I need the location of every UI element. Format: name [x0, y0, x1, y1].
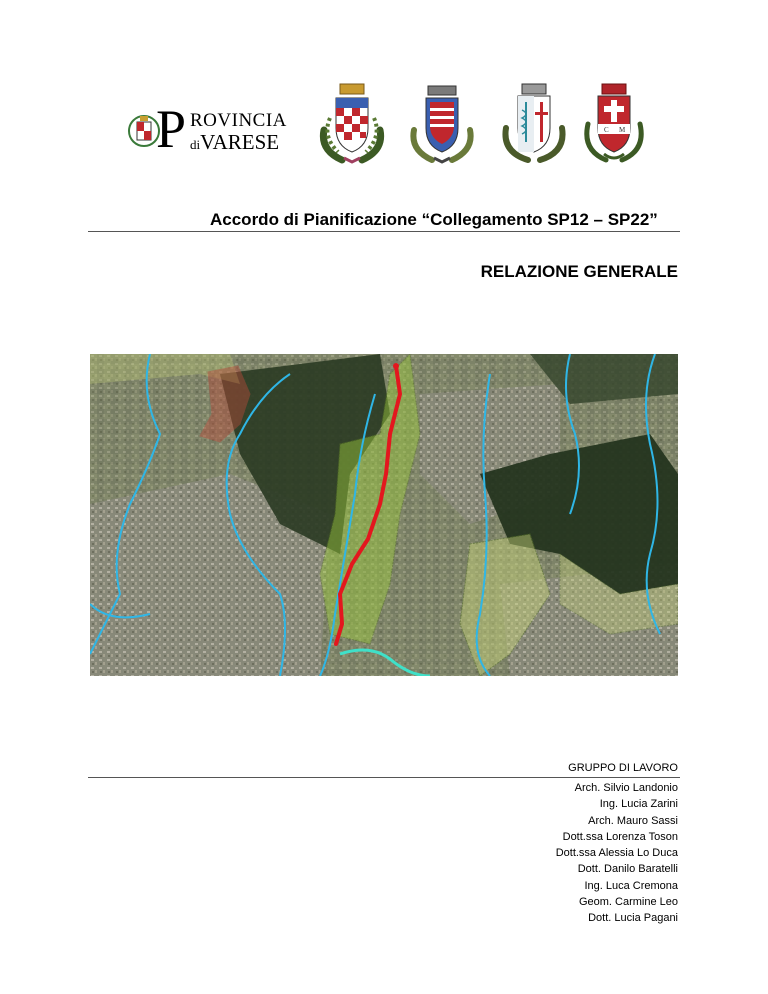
team-member: Dott.ssa Lorenza Toson — [562, 830, 678, 843]
team-member: Ing. Luca Cremona — [584, 879, 678, 892]
document-title: Accordo di Pianificazione “Collegamento SP12 – SP22” — [210, 210, 658, 229]
team-member: Ing. Lucia Zarini — [599, 798, 678, 811]
team-member: Dott. Danilo Baratelli — [577, 863, 678, 876]
team-member: Arch. Silvio Landonio — [574, 782, 678, 794]
team-members-list — [556, 780, 678, 927]
provincia-word: ROVINCIA — [190, 110, 287, 131]
team-heading: GRUPPO DI LAVORO — [568, 762, 678, 774]
crest-red-cross-shield-icon — [578, 80, 650, 166]
team-member: Geom. Carmine Leo — [578, 896, 678, 909]
svg-text:M: M — [619, 126, 626, 134]
header-logos — [0, 80, 768, 170]
team-member: Dott. Lucia Pagani — [588, 912, 678, 925]
provincia-initial: P — [156, 99, 187, 159]
crest-striped-shield-icon — [406, 80, 478, 166]
team-member: Dott.ssa Alessia Lo Duca — [555, 847, 678, 860]
crest-caduceus-shield-icon — [498, 80, 570, 166]
provincia-varese-logo — [128, 99, 290, 159]
title-divider — [88, 231, 680, 232]
svg-text:C: C — [604, 126, 609, 134]
team-member: Arch. Mauro Sassi — [588, 814, 678, 827]
document-subtitle: RELAZIONE GENERALE — [480, 262, 678, 281]
aerial-map-image — [90, 354, 678, 676]
crest-checkered-shield-icon — [316, 80, 388, 166]
team-divider — [88, 777, 680, 778]
varese-word: diVARESE — [190, 130, 280, 154]
